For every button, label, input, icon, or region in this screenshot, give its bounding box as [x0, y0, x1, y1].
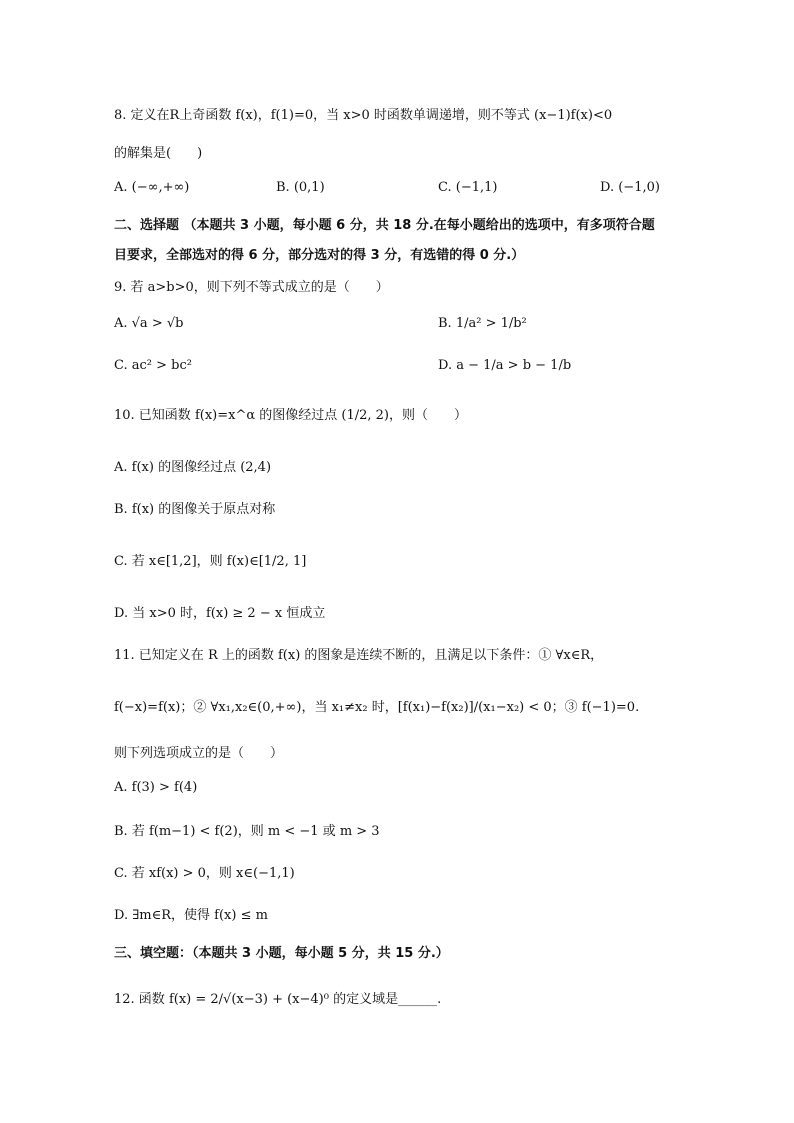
section2-heading-line1: 二、选择题 （本题共 3 小题，每小题 6 分，共 18 分.在每小题给出的选项中，有多项符合题 [114, 218, 655, 233]
q10-option-d: D. 当 x>0 时，f(x) ≥ 2 − x 恒成立 [114, 606, 326, 621]
q10-option-b: B. f(x) 的图像关于原点对称 [114, 502, 276, 517]
q9-stem: 9. 若 a>b>0，则下列不等式成立的是（ ） [114, 280, 389, 295]
q11-stem: 11. 已知定义在 R 上的函数 f(x) 的图象是连续不断的，且满足以下条件：① ∀x∈R， [114, 648, 604, 663]
q10-option-a: A. f(x) 的图像经过点 (2,4) [114, 460, 272, 475]
q10-option-c: C. 若 x∈[1,2]，则 f(x)∈[1/2, 1] [114, 554, 307, 569]
q11-option-c: C. 若 xf(x) > 0，则 x∈(−1,1) [114, 866, 295, 881]
q12-stem: 12. 函数 f(x) = 2/√(x−3) + (x−4)⁰ 的定义域是______. [114, 992, 442, 1007]
q8-option-c: C. (−1,1) [438, 180, 498, 195]
q11-option-d: D. ∃m∈R，使得 f(x) ≤ m [114, 908, 268, 923]
q9-option-c: C. ac² > bc² [114, 358, 192, 373]
q8-option-b: B. (0,1) [276, 180, 325, 195]
section2-heading-line2: 目要求，全部选对的得 6 分，部分选对的得 3 分，有选错的得 0 分.） [114, 248, 525, 263]
q11-conditions: f(−x)=f(x)；② ∀x₁,x₂∈(0,+∞)，当 x₁≠x₂ 时，[f(x₁)−f(x₂)]/(x₁−x₂) < 0；③ f(−1)=0. [114, 700, 640, 715]
q11-option-a: A. f(3) > f(4) [114, 780, 198, 795]
section3-heading: 三、填空题：（本题共 3 小题，每小题 5 分，共 15 分.） [114, 946, 449, 961]
q9-option-d: D. a − 1/a > b − 1/b [438, 358, 572, 373]
q11-ask: 则下列选项成立的是（ ） [114, 746, 284, 761]
q9-option-a: A. √a > √b [114, 316, 184, 331]
q8-stem-line2: 的解集是( ) [114, 146, 203, 161]
q11-option-b: B. 若 f(m−1) < f(2)，则 m < −1 或 m > 3 [114, 824, 380, 839]
q8-option-a: A. (−∞,+∞) [114, 180, 190, 195]
q10-stem: 10. 已知函数 f(x)=x^α 的图像经过点 (1/2, 2)，则（ ） [114, 408, 467, 423]
q9-option-b: B. 1/a² > 1/b² [438, 316, 527, 331]
q8-stem-line1: 8. 定义在R上奇函数 f(x)，f(1)=0，当 x>0 时函数单调递增，则不等式 (x−1)f(x)<0 [114, 108, 613, 123]
q8-option-d: D. (−1,0) [600, 180, 660, 195]
